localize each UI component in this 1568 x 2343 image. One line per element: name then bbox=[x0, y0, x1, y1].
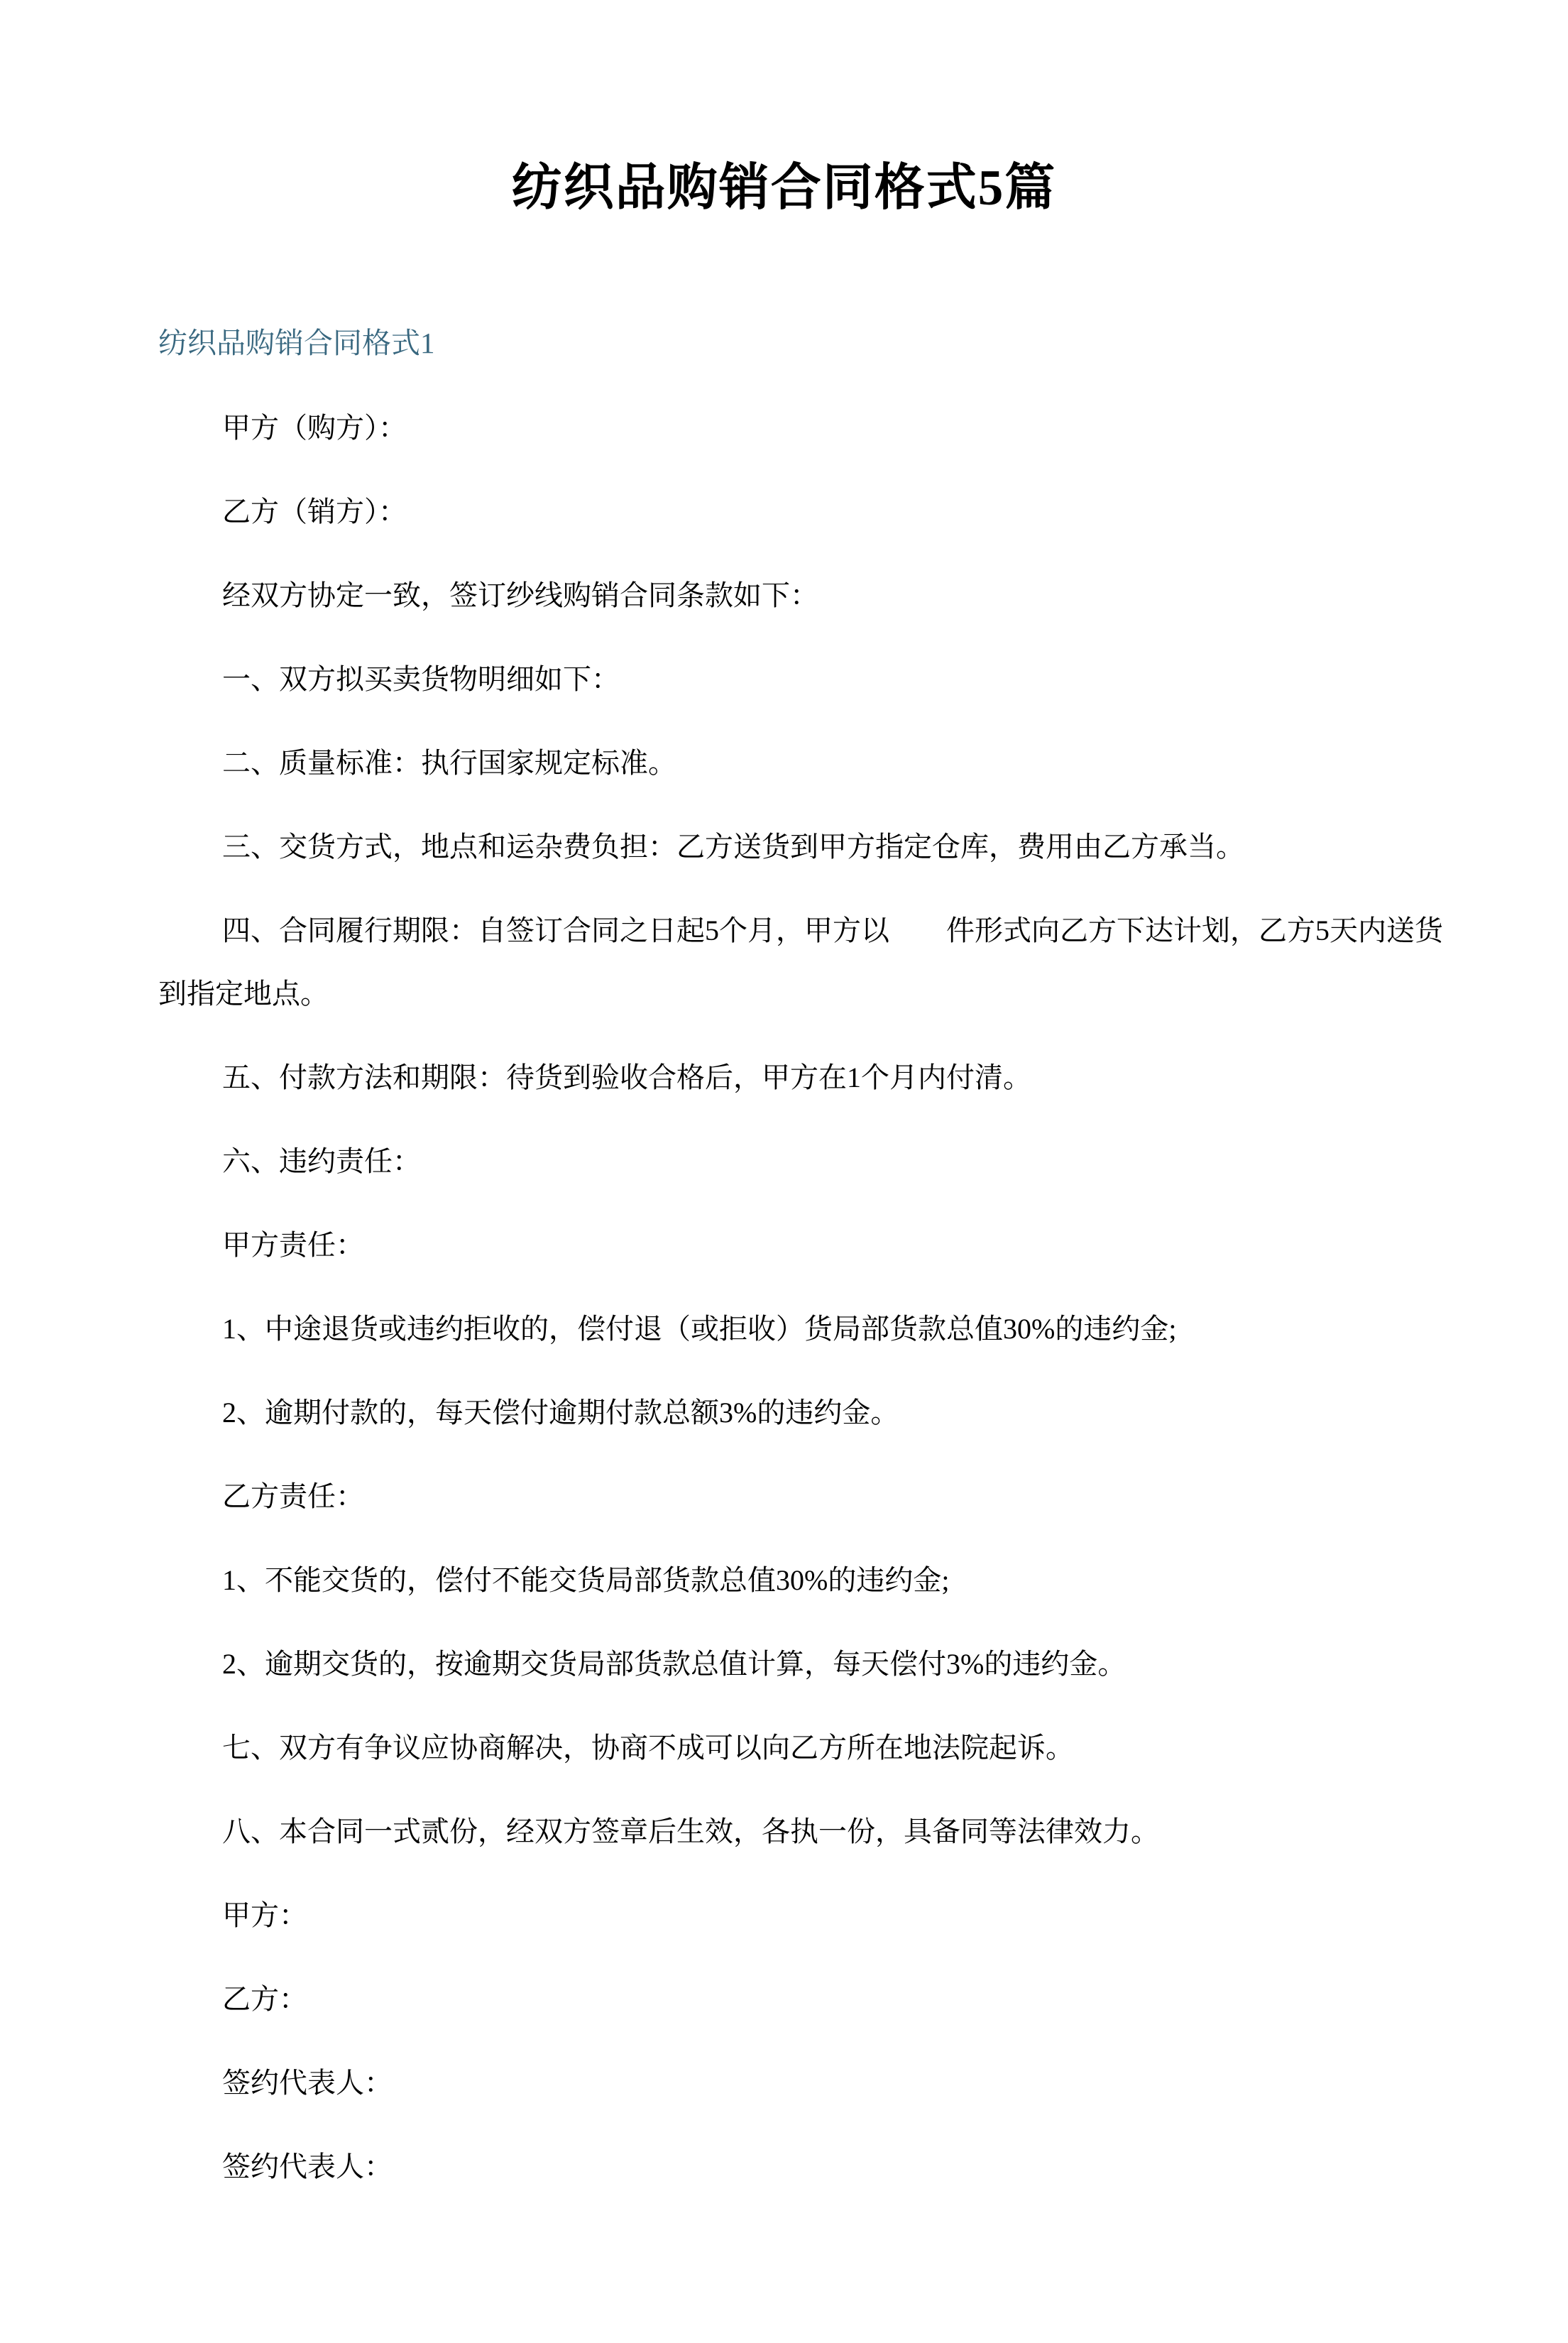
paragraph: 六、违约责任： bbox=[222, 1145, 421, 1177]
paragraph: 甲方（购方）： bbox=[222, 412, 407, 444]
paragraph: 三、交货方式，地点和运杂费负担：乙方送货到甲方指定仓库，费用由乙方承当。 bbox=[222, 831, 1244, 863]
paragraph: 甲方责任： bbox=[222, 1229, 364, 1261]
paragraph: 八、本合同一式贰份，经双方签章后生效，各执一份，具备同等法律效力。 bbox=[222, 1815, 1159, 1847]
paragraph: 甲方： bbox=[222, 1899, 307, 1931]
paragraph: 签约代表人： bbox=[222, 2151, 393, 2183]
paragraph: 四、合同履行期限：自签订合同之日起5个月，甲方以 件形式向乙方下达计划，乙方5天内送货 bbox=[222, 914, 1443, 946]
paragraph: 一、双方拟买卖货物明细如下： bbox=[222, 663, 620, 695]
paragraph: 乙方责任： bbox=[222, 1480, 364, 1512]
paragraph: 到指定地点。 bbox=[158, 978, 329, 1010]
paragraph: 签约代表人： bbox=[222, 2067, 393, 2099]
paragraph: 2、逾期付款的，每天偿付逾期付款总额3%的违约金。 bbox=[222, 1397, 899, 1429]
paragraph: 七、双方有争议应协商解决，协商不成可以向乙方所在地法院起诉。 bbox=[222, 1732, 1074, 1764]
document-body bbox=[0, 396, 1568, 2198]
paragraph: 2、逾期交货的，按逾期交货局部货款总值计算，每天偿付3%的违约金。 bbox=[222, 1648, 1126, 1680]
paragraph: 经双方协定一致，签订纱线购销合同条款如下： bbox=[222, 579, 818, 611]
document-title: 纺织品购销合同格式5篇 bbox=[511, 160, 1057, 216]
paragraph: 乙方： bbox=[222, 1983, 307, 2015]
paragraph: 五、付款方法和期限：待货到验收合格后，甲方在1个月内付清。 bbox=[222, 1061, 1031, 1093]
paragraph: 二、质量标准：执行国家规定标准。 bbox=[222, 747, 676, 779]
paragraph: 乙方（销方）： bbox=[222, 496, 407, 528]
paragraph: 1、中途退货或违约拒收的，偿付退（或拒收）货局部货款总值30%的违约金; bbox=[222, 1313, 1177, 1345]
section-heading: 纺织品购销合同格式1 bbox=[158, 327, 435, 359]
paragraph: 1、不能交货的，偿付不能交货局部货款总值30%的违约金; bbox=[222, 1564, 950, 1596]
